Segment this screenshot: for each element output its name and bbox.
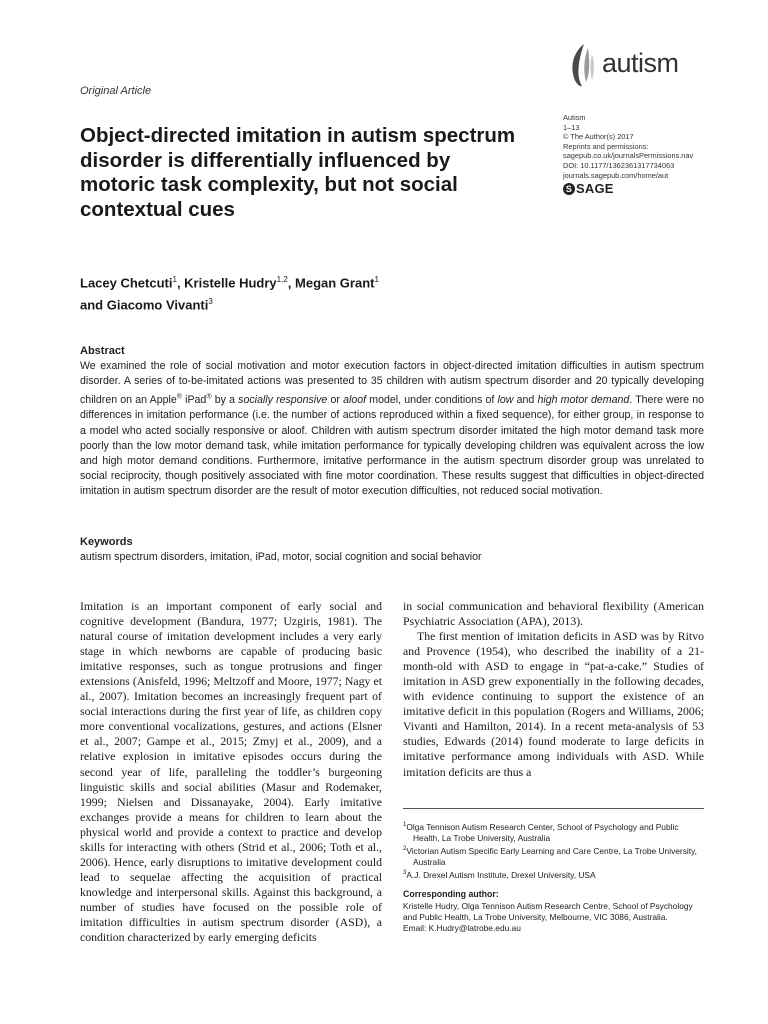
- abstract-heading: Abstract: [80, 345, 125, 357]
- body-column-left: [80, 599, 382, 945]
- keywords-section: [80, 535, 704, 565]
- footnote-divider: [403, 808, 704, 809]
- article-title: Object-directed imitation in autism spectrum disorder is differentially influenced by motoric task complexity, but not social contextual cues: [80, 124, 516, 221]
- affiliation-footnote: $^2$Victorian Autism Specific Early Learning and Care Centre, La Trobe University, Australia: [403, 846, 697, 868]
- affiliation-marker: 3: [208, 297, 213, 307]
- affiliation-marker: 1: [374, 275, 379, 284]
- body-paragraph: The first mention of imitation deficits in ASD was by Ritvo and Provence (1954), who described the inability of a 21-month-old with ASD to engage in “pat-a-cake.” Studies of imitation in ASD grew exponentially in the following decades, with evidence continuing to support the existence of an imitative deficit in this population (Rogers and Williams, 2006; Vivanti and Hamilton, 2014). In a recent meta-analysis of 53 studies, Edwards (2014) found moderate to large deficits in imitative performance among individuals with ASD. While imitation deficits are thus a: [403, 629, 704, 779]
- journal-name: Autism: [563, 113, 586, 122]
- copyright: © The Author(s) 2017: [563, 132, 634, 142]
- abstract-text: We examined the role of social motivation and motor execution factors in object-directed imitation difficulties in autism spectrum disorder. A series of to-be-imitated actions was presented to 35 children with autism spectrum disorder and 20 typically developing children on an Apple® iPad® by a socially responsive or aloof model, under conditions of low and high motor demand. There were no differences in imitation performance (i.e. the number of actions reproduced within a fixed sequence), for either group, in response to a model who acted socially responsive or aloof. Children with autism spectrum disorder imitated the high motor demand task more poorly than the low motor demand task, while imitation performance for typically developing children was equivalent across the low and high motor demand conditions. Furthermore, imitative performance in the autism spectrum disorder group was unrelated to social reciprocity, though positively associated with fine motor coordination. These results suggest that difficulties in object-directed imitation in autism spectrum disorder are the result of motor execution difficulties, not reduced social motivation.: [80, 360, 704, 498]
- author-name: Giacomo Vivanti: [106, 297, 209, 313]
- affiliation-marker: 1,2: [276, 275, 288, 284]
- journal-logo-wordmark: autism: [602, 48, 679, 78]
- reprints-label: Reprints and permissions:: [563, 141, 649, 151]
- author-list: Lacey Chetcuti$^1$, Kristelle Hudry$^{1,2}$, Megan Grant$^1$ and Giacomo Vivanti$^3$: [80, 275, 379, 313]
- author-name: Kristelle Hudry: [184, 275, 277, 291]
- abstract-section: [80, 344, 704, 500]
- body-paragraph: Imitation is an important component of early social and cognitive development (Bandura, 1977; Uzgiris, 1981). The natural course of imitation development includes a very early stage in which newborns are capable of producing basic imitative responses, such as tongue protrusions and finger extensions (Anisfeld, 1996; Meltzoff and Moore, 1977; Nagy et al., 2007). Imitation becomes an increasingly frequent part of social interactions during the first year of life, as children copy more conventional vocalizations, gestures, and actions (Elsner et al., 2007; Gampe et al., 2015; Zmyj et al., 2009), and a relative explosion in imitative episodes occurs during the second year of life, paralleling the toddler’s burgeoning linguistic skills and social abilities (Masur and Rodemaker, 1999; Nielsen and Dissanayake, 2004). Early imitative exchanges provide a means for children to learn about the physical world and provide a context to practice and develop skills for interacting with others (Strid et al., 2006; Toth et al., 2006). Hence, early disruptions to imitative development could lead to sequelae affecting the acquisition of practical knowledge and interpersonal skills. Against this background, a number of studies have focused on the possible role of imitation difficulties in autism spectrum disorder (ASD), a condition characterized by early emerging deficits: [80, 599, 382, 945]
- keywords-text: autism spectrum disorders, imitation, iPad, motor, social cognition and social behavior: [80, 551, 482, 563]
- journal-metadata: [563, 113, 723, 195]
- journal-home-link[interactable]: journals.sagepub.com/home/aut: [563, 170, 669, 180]
- permissions-link[interactable]: sagepub.co.uk/journalsPermissions.nav: [563, 151, 694, 161]
- sage-badge-icon: S: [563, 183, 575, 195]
- corresponding-author-heading: Corresponding author:: [403, 889, 499, 900]
- affiliation-marker: 1: [172, 275, 177, 284]
- author-name: Lacey Chetcuti: [80, 275, 173, 291]
- author-name: Megan Grant: [295, 275, 375, 291]
- publisher-logo: [563, 183, 723, 195]
- journal-logo: [566, 42, 706, 90]
- body-paragraph: in social communication and behavioral flexibility (American Psychiatric Association (APA), 2013).: [403, 599, 704, 629]
- affiliation-footnote: $^1$Olga Tennison Autism Research Center, School of Psychology and Public Health, La Trobe University, Australia: [403, 821, 679, 843]
- doi[interactable]: DOI: 10.1177/1362361317734063: [563, 160, 675, 170]
- affiliation-footnote: $^3$A.J. Drexel Autism Institute, Drexel University, USA: [403, 870, 596, 881]
- footnotes-section: [403, 820, 704, 934]
- keywords-heading: Keywords: [80, 536, 133, 548]
- autism-logo-icon: [566, 42, 600, 88]
- author-conjunction: and: [80, 297, 104, 313]
- body-column-right: [403, 599, 704, 780]
- corresponding-author-address: Kristelle Hudry, Olga Tennison Autism Research Centre, School of Psychology and Public Health, La Trobe University, Melbourne, VIC 3086, Australia.: [403, 900, 693, 922]
- page-range: 1–13: [563, 122, 580, 132]
- article-type-label: Original Article: [80, 85, 152, 97]
- corresponding-author: [403, 889, 704, 934]
- corresponding-author-email[interactable]: Email: K.Hudry@latrobe.edu.au: [403, 923, 521, 934]
- publisher-name: SAGE: [576, 181, 614, 197]
